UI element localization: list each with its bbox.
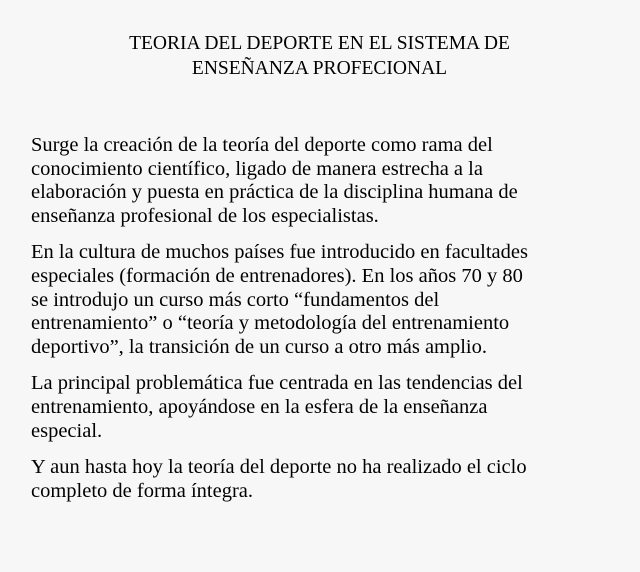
- paragraph-culture: [31, 241, 600, 359]
- paragraph-origin: [31, 134, 600, 228]
- text-line: En la cultura de muchos países fue introducido en facultades: [31, 241, 528, 264]
- text-line: completo de forma íntegra.: [31, 479, 253, 502]
- text-line: Surge la creación de la teoría del deporte como rama del: [31, 134, 493, 156]
- document-title: [39, 31, 600, 81]
- text-line: conocimiento científico, ligado de manera estrecha a la: [31, 157, 483, 180]
- text-line: La principal problemática fue centrada en las tendencias del: [31, 372, 523, 395]
- text-line: deportivo”, la transición de un curso a otro más amplio.: [31, 335, 488, 358]
- paragraph-conclusion: [31, 456, 600, 503]
- text-line: entrenamiento, apoyándose en la esfera de la enseñanza: [31, 395, 488, 418]
- text-line: especial.: [31, 419, 103, 442]
- text-line: Y aun hasta hoy la teoría del deporte no ha realizado el ciclo: [31, 456, 527, 479]
- text-line: especiales (formación de entrenadores). En los años 70 y 80: [31, 264, 523, 287]
- text-line: entrenamiento” o “teoría y metodología del entrenamiento: [31, 312, 510, 335]
- text-line: se introdujo un curso más corto “fundamentos del: [31, 288, 440, 311]
- text-line: elaboración y puesta en práctica de la disciplina humana de: [31, 181, 518, 204]
- document-body: [31, 134, 600, 503]
- title-line: TEORIA DEL DEPORTE EN EL SISTEMA DE: [129, 33, 510, 54]
- text-line: enseñanza profesional de los especialistas.: [31, 204, 379, 227]
- title-line: ENSEÑANZA PROFECIONAL: [191, 58, 448, 79]
- paragraph-problem: [31, 372, 600, 443]
